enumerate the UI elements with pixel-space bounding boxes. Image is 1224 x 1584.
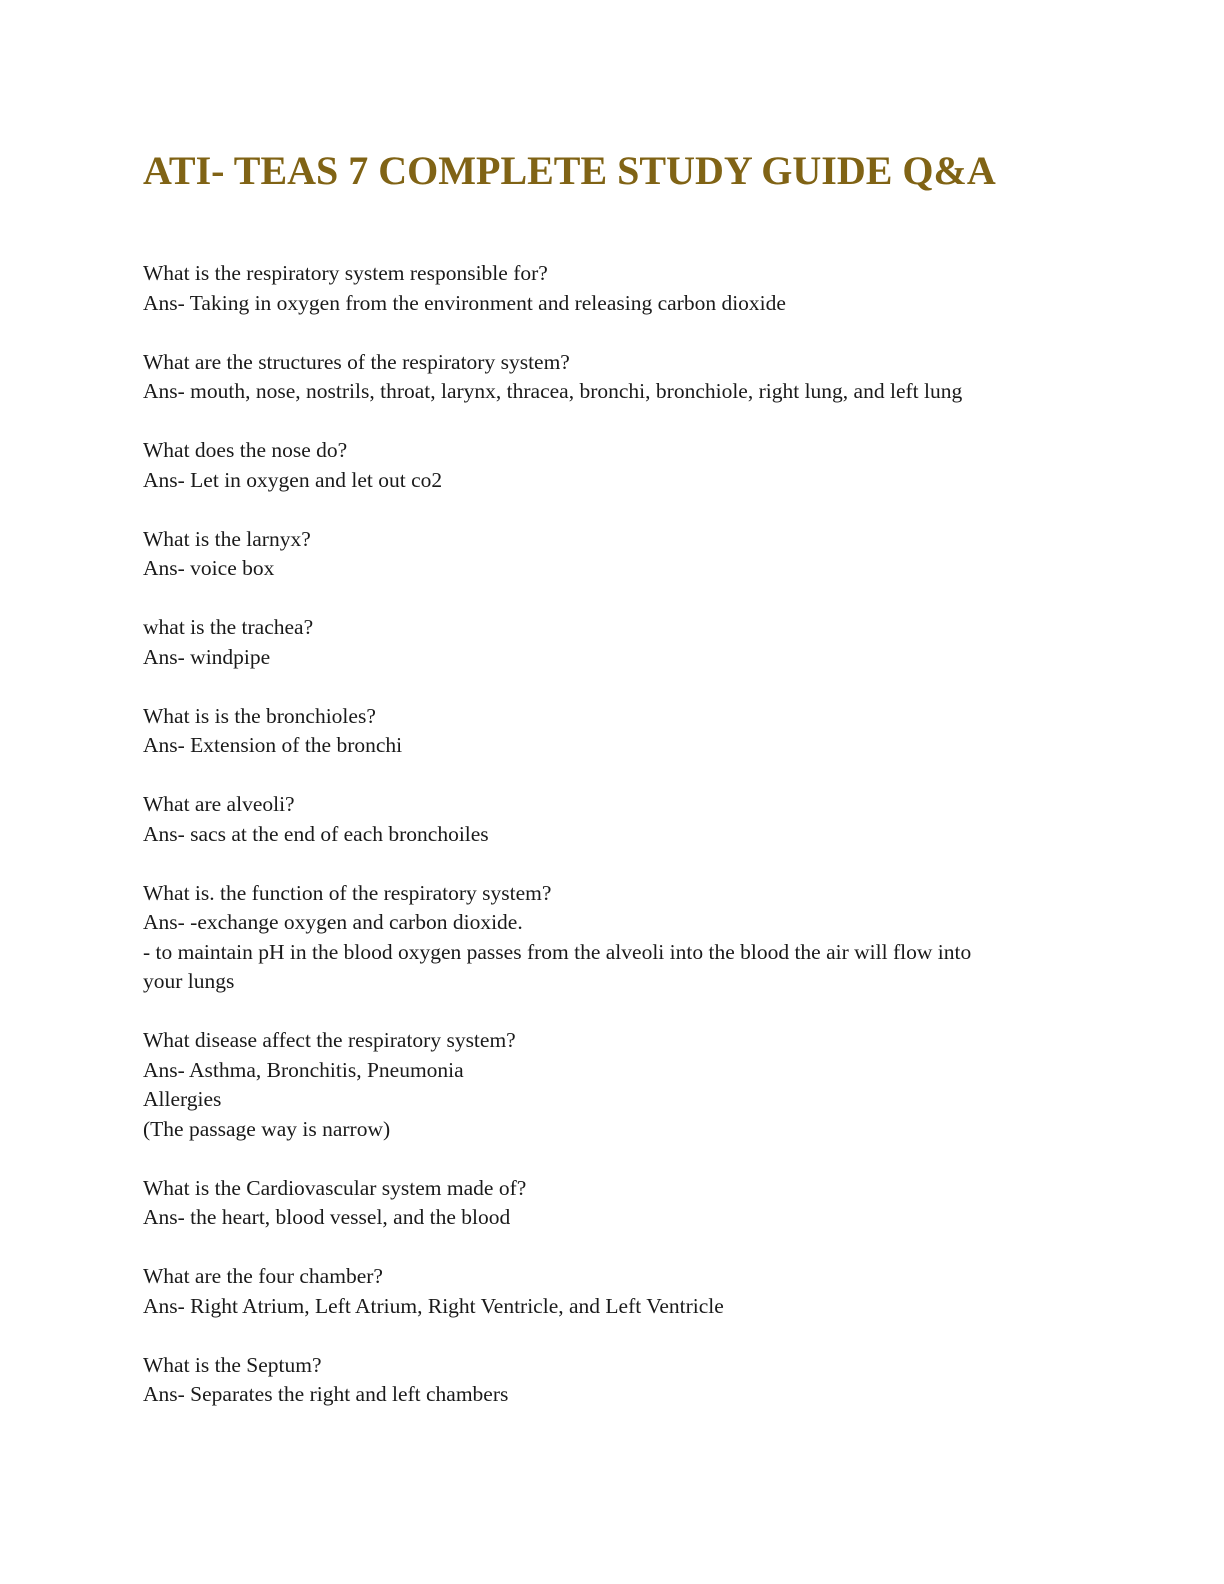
question-text: What are the four chamber? xyxy=(143,1264,383,1288)
question-text: What is the Cardiovascular system made of? xyxy=(143,1175,527,1200)
question-text: what is the trachea? xyxy=(143,615,314,639)
document-title: ATI- TEAS 7 COMPLETE STUDY GUIDE Q&A xyxy=(143,148,996,193)
qa-item xyxy=(143,348,1103,407)
answer-text: Ans- voice box xyxy=(143,556,275,580)
question-text: What does the nose do? xyxy=(143,438,348,462)
answer-text: - to maintain pH in the blood oxygen passes from the alveoli into the blood the air will flow into xyxy=(143,939,972,964)
answer-text: Ans- Right Atrium, Left Atrium, Right Ventricle, and Left Ventricle xyxy=(143,1293,724,1318)
qa-item xyxy=(143,525,1103,584)
answer-text: Ans- windpipe xyxy=(143,644,271,669)
answer-text: your lungs xyxy=(143,969,235,993)
qa-item xyxy=(143,1262,1103,1321)
question-text: What is. the function of the respiratory system? xyxy=(143,880,552,905)
qa-item xyxy=(143,1026,1103,1144)
qa-item xyxy=(143,259,1103,318)
question-text: What are the structures of the respiratory system? xyxy=(143,349,570,374)
answer-text: Ans- Separates the right and left chambers xyxy=(143,1382,509,1406)
answer-text: Ans- sacs at the end of each bronchoiles xyxy=(143,821,489,846)
answer-text: (The passage way is narrow) xyxy=(143,1116,391,1141)
answer-text: Ans- Taking in oxygen from the environment and releasing carbon dioxide xyxy=(143,290,786,315)
qa-list xyxy=(143,259,1103,1410)
answer-text: Ans- Asthma, Bronchitis, Pneumonia xyxy=(143,1057,464,1082)
answer-text: Ans- mouth, nose, nostrils, throat, larynx, thracea, bronchi, bronchiole, right lung, and left lung xyxy=(143,379,963,403)
document-page xyxy=(143,145,1103,1439)
question-text: What disease affect the respiratory system? xyxy=(143,1028,516,1052)
answer-text: Ans- Extension of the bronchi xyxy=(143,733,403,757)
question-text: What is the Septum? xyxy=(143,1352,322,1377)
answer-text: Allergies xyxy=(143,1087,222,1111)
qa-item xyxy=(143,790,1103,849)
question-text: What is the respiratory system responsible for? xyxy=(143,261,548,285)
qa-item xyxy=(143,702,1103,761)
question-text: What is the larnyx? xyxy=(143,526,311,551)
answer-text: Ans- -exchange oxygen and carbon dioxide. xyxy=(143,910,523,934)
question-text: What is is the bronchioles? xyxy=(143,703,376,728)
qa-item xyxy=(143,879,1103,997)
answer-text: Ans- Let in oxygen and let out co2 xyxy=(143,467,443,492)
question-text: What are alveoli? xyxy=(143,792,295,816)
qa-item xyxy=(143,613,1103,672)
answer-text: Ans- the heart, blood vessel, and the blood xyxy=(143,1205,511,1229)
qa-item xyxy=(143,436,1103,495)
qa-item xyxy=(143,1174,1103,1233)
qa-item xyxy=(143,1351,1103,1410)
